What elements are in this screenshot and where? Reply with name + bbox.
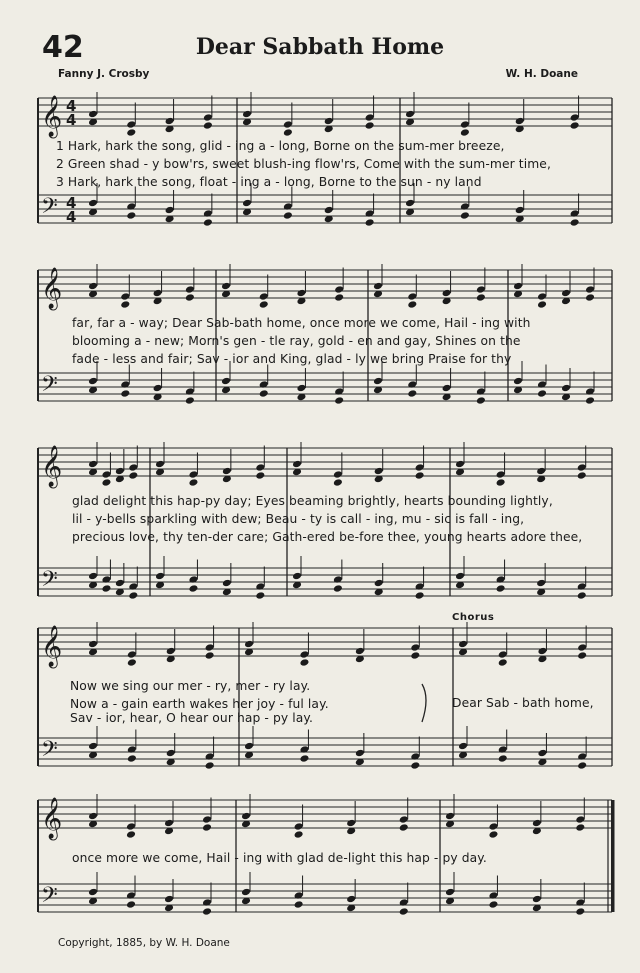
notehead (202, 907, 212, 916)
notehead (537, 300, 547, 309)
notehead (203, 218, 213, 227)
notehead (127, 754, 137, 763)
notehead (537, 292, 547, 301)
notehead (498, 754, 508, 763)
notehead (88, 888, 98, 897)
notehead (575, 823, 585, 832)
notehead (585, 285, 595, 294)
notehead (415, 463, 425, 472)
notehead (407, 292, 417, 301)
notehead (259, 300, 269, 309)
notehead (283, 211, 293, 220)
lyric-s1-v3: 3 Hark, hark the song, float - ing a - long, Borne to the sun - ny land (56, 175, 482, 189)
notehead (115, 579, 125, 588)
notehead (88, 812, 98, 821)
notehead (222, 467, 232, 476)
notehead (333, 584, 343, 593)
notehead (410, 761, 420, 770)
notehead (101, 584, 111, 593)
notehead (294, 830, 304, 839)
notehead (570, 218, 580, 227)
notehead (203, 121, 213, 130)
notehead (575, 815, 585, 824)
notehead (374, 467, 384, 476)
notehead (242, 199, 252, 208)
lyric-s1-v2: 2 Green shad - y bow'rs, sweet blush-ing flow'rs, Come with the sum-mer time, (56, 157, 551, 171)
notehead (164, 819, 174, 828)
lyric-s3-v3: precious love, thy ten-der care; Gath-ered be-fore thee, young hearts adore thee, (72, 530, 583, 544)
notehead (442, 384, 452, 393)
notehead (299, 754, 309, 763)
notehead (577, 651, 587, 660)
lyric-s2-v3: fade - less and fair; Sav - ior and King, glad - ly we bring Praise for thy (72, 352, 512, 366)
notehead (488, 830, 498, 839)
notehead (128, 471, 138, 480)
notehead (292, 572, 302, 581)
notehead (498, 658, 508, 667)
lyric-s2-v1: far, far a - way; Dear Sab-bath home, once more we come, Hail - ing with (72, 316, 531, 330)
notehead (365, 218, 375, 227)
lyric-s4-v3: Sav - ior, hear, O hear our hap - py lay. (70, 711, 314, 725)
lyric-s1-v1: 1 Hark, hark the song, glid - ing a - long, Borne on the sum-mer breeze, (56, 139, 505, 153)
notehead (333, 478, 343, 487)
notehead (488, 900, 498, 909)
notehead (460, 128, 470, 137)
notehead (324, 206, 334, 215)
hymn-composer: W. H. Doane (505, 68, 578, 80)
notehead (334, 293, 344, 302)
notehead (294, 822, 304, 831)
notehead (442, 289, 452, 298)
notehead (205, 651, 215, 660)
notehead (153, 289, 163, 298)
notehead (203, 113, 213, 122)
notehead (346, 895, 356, 904)
lyric-s4-chorus: Dear Sab - bath home, (452, 696, 594, 710)
notehead (365, 121, 375, 130)
notehead (476, 285, 486, 294)
notehead (536, 467, 546, 476)
notehead (127, 658, 137, 667)
treble-clef-icon: 𝄞 (41, 268, 63, 309)
notehead (88, 377, 98, 386)
notehead (126, 830, 136, 839)
lyric-s2-v2: blooming a - new; Morn's gen - tle ray, gold - en and gay, Shines on the (72, 334, 521, 348)
notehead (126, 900, 136, 909)
notehead (128, 463, 138, 472)
notehead (155, 460, 165, 469)
notehead (283, 120, 293, 129)
notehead (460, 120, 470, 129)
notehead (241, 888, 251, 897)
chorus-label: Chorus (452, 612, 495, 623)
lyric-s5-v1: once more we come, Hail - ing with glad de-light this hap - py day. (72, 851, 487, 865)
notehead (561, 289, 571, 298)
notehead (126, 211, 136, 220)
notehead (537, 389, 547, 398)
notehead (407, 389, 417, 398)
notehead (185, 293, 195, 302)
notehead (575, 907, 585, 916)
notehead (205, 643, 215, 652)
notehead (513, 377, 523, 386)
notehead (126, 822, 136, 831)
notehead (532, 819, 542, 828)
notehead (455, 572, 465, 581)
time-signature: 4 (66, 194, 77, 212)
notehead (296, 289, 306, 298)
notehead (476, 293, 486, 302)
hymn-number: 42 (42, 30, 84, 65)
notehead (577, 463, 587, 472)
notehead (324, 117, 334, 126)
notehead (415, 471, 425, 480)
notehead (299, 650, 309, 659)
notehead (458, 742, 468, 751)
notehead (255, 591, 265, 600)
notehead (333, 470, 343, 479)
notehead (88, 640, 98, 649)
notehead (88, 572, 98, 581)
notehead (126, 120, 136, 129)
notehead (399, 815, 409, 824)
notehead (242, 110, 252, 119)
notehead (537, 647, 547, 656)
notehead (365, 113, 375, 122)
notehead (458, 640, 468, 649)
notehead (120, 300, 130, 309)
notehead (407, 300, 417, 309)
notehead (536, 579, 546, 588)
notehead (259, 389, 269, 398)
notehead (202, 815, 212, 824)
notehead (88, 282, 98, 291)
lyric-s4-v1: Now we sing our mer - ry, mer - ry lay. (70, 679, 311, 693)
notehead (399, 907, 409, 916)
notehead (496, 470, 506, 479)
notehead (334, 396, 344, 405)
notehead (221, 282, 231, 291)
bass-clef-icon: 𝄢 (41, 737, 58, 767)
notehead (255, 471, 265, 480)
bass-clef-icon: 𝄢 (41, 194, 58, 224)
time-signature: 4 (66, 111, 77, 129)
copyright: Copyright, 1885, by W. H. Doane (58, 937, 230, 949)
notehead (570, 121, 580, 130)
notehead (205, 761, 215, 770)
notehead (164, 895, 174, 904)
notehead (128, 591, 138, 600)
time-signature: 4 (66, 97, 77, 115)
notehead (561, 384, 571, 393)
treble-clef-icon: 𝄞 (41, 798, 63, 839)
notehead (410, 651, 420, 660)
notehead (188, 470, 198, 479)
notehead (405, 199, 415, 208)
notehead (455, 460, 465, 469)
notehead (185, 396, 195, 405)
notehead (185, 285, 195, 294)
notehead (188, 478, 198, 487)
notehead (498, 650, 508, 659)
notehead (532, 895, 542, 904)
notehead (165, 206, 175, 215)
notehead (515, 117, 525, 126)
notehead (577, 591, 587, 600)
notehead (355, 749, 365, 758)
notehead (405, 110, 415, 119)
notehead (445, 812, 455, 821)
treble-clef-icon: 𝄞 (41, 446, 63, 487)
notehead (88, 110, 98, 119)
notehead (585, 396, 595, 405)
notehead (101, 470, 111, 479)
notehead (255, 463, 265, 472)
notehead (334, 285, 344, 294)
notehead (399, 823, 409, 832)
notehead (496, 584, 506, 593)
hymn-author: Fanny J. Crosby (58, 68, 150, 80)
notehead (476, 396, 486, 405)
notehead (222, 579, 232, 588)
notehead (244, 742, 254, 751)
notehead (153, 384, 163, 393)
notehead (373, 282, 383, 291)
notehead (488, 822, 498, 831)
notehead (570, 113, 580, 122)
notehead (127, 650, 137, 659)
notehead (188, 584, 198, 593)
verse-bracket (422, 684, 426, 722)
notehead (445, 888, 455, 897)
notehead (355, 647, 365, 656)
notehead (88, 460, 98, 469)
notehead (88, 199, 98, 208)
notehead (166, 647, 176, 656)
notehead (410, 643, 420, 652)
lyric-s3-v2: lil - y-bells sparkling with dew; Beau - ty is call - ing, mu - sic is fall - ing, (72, 512, 525, 526)
treble-clef-icon: 𝄞 (41, 96, 63, 137)
notehead (166, 749, 176, 758)
notehead (373, 377, 383, 386)
notehead (296, 384, 306, 393)
notehead (299, 658, 309, 667)
notehead (415, 591, 425, 600)
bass-clef-icon: 𝄢 (41, 372, 58, 402)
notehead (577, 761, 587, 770)
notehead (165, 117, 175, 126)
notehead (244, 640, 254, 649)
notehead (88, 742, 98, 751)
bass-clef-icon: 𝄢 (41, 883, 58, 913)
notehead (294, 900, 304, 909)
notehead (241, 812, 251, 821)
notehead (283, 128, 293, 137)
notehead (101, 478, 111, 487)
notehead (577, 643, 587, 652)
bass-clef-icon: 𝄢 (41, 567, 58, 597)
hymn-title: Dear Sabbath Home (195, 34, 445, 60)
notehead (577, 471, 587, 480)
time-signature: 4 (66, 208, 77, 226)
lyric-s4-v2: Now a - gain earth wakes her joy - ful lay. (70, 697, 329, 711)
notehead (120, 292, 130, 301)
notehead (120, 389, 130, 398)
notehead (292, 460, 302, 469)
notehead (460, 211, 470, 220)
notehead (515, 206, 525, 215)
notehead (346, 819, 356, 828)
notehead (374, 579, 384, 588)
treble-clef-icon: 𝄞 (41, 626, 63, 667)
notehead (126, 128, 136, 137)
notehead (585, 293, 595, 302)
notehead (155, 572, 165, 581)
notehead (496, 478, 506, 487)
notehead (513, 282, 523, 291)
final-barline (611, 800, 615, 912)
notehead (259, 292, 269, 301)
lyric-s3-v1: glad delight this hap-py day; Eyes beaming brightly, hearts bounding lightly, (72, 494, 553, 508)
notehead (115, 467, 125, 476)
notehead (221, 377, 231, 386)
notehead (537, 749, 547, 758)
notehead (202, 823, 212, 832)
